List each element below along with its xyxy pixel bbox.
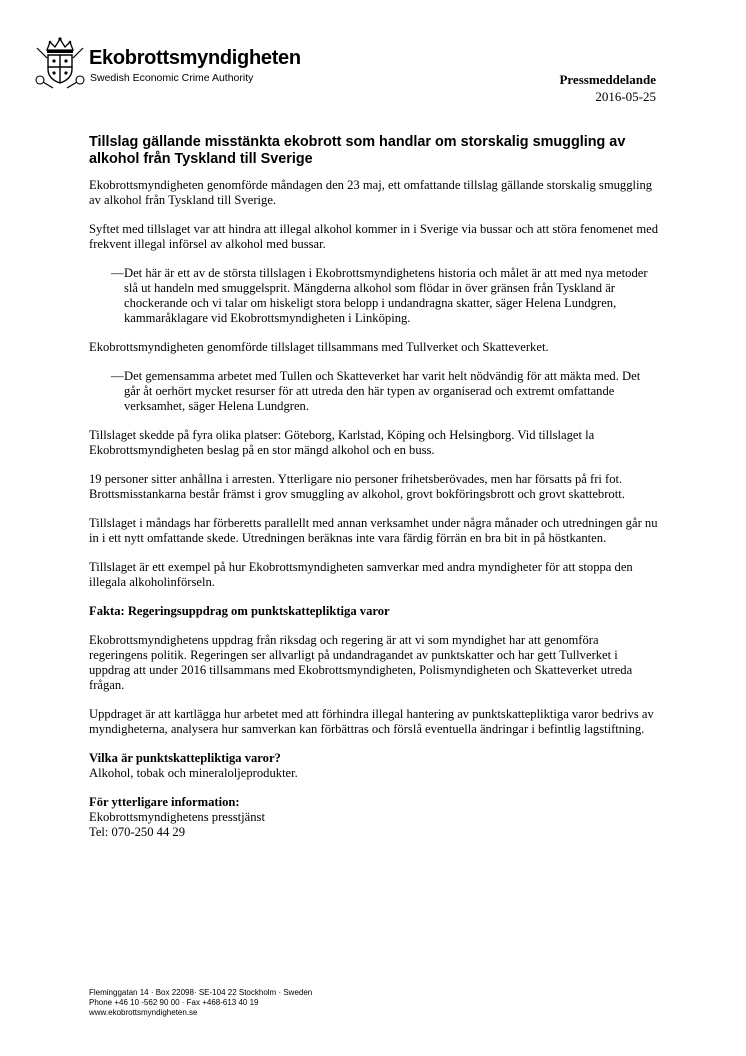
footer-address: Fleminggatan 14 · Box 22098· SE-104 22 Stockholm · Sweden bbox=[89, 988, 313, 997]
footer-website-link[interactable]: www.ekobrottsmyndigheten.se bbox=[89, 1008, 198, 1017]
fact-heading: Fakta: Regeringsuppdrag om punktskattepliktiga varor bbox=[89, 604, 390, 618]
question-heading: Vilka är punktskattepliktiga varor? bbox=[89, 751, 281, 765]
paragraph: Ekobrottsmyndigheten genomförde måndagen den 23 maj, ett omfattande tillslag gällande storskalig smuggling av alkohol från Tyskland till Sverige. bbox=[89, 178, 653, 207]
paragraph: Tillslaget skedde på fyra olika platser: Göteborg, Karlstad, Köping och Helsingborg. Vid tillslaget la Ekobrottsmyndigheten beslag på en stor mängd alkohol och en buss. bbox=[89, 428, 595, 457]
paragraph: Syftet med tillslaget var att hindra att illegal alkohol kommer in i Sverige via bussar och att störa fenomenet med frekvent illegal införsel av alkohol med bussar. bbox=[89, 222, 659, 251]
org-subtitle: Swedish Economic Crime Authority bbox=[90, 72, 254, 84]
paragraph: Ekobrottsmyndighetens uppdrag från riksdag och regering är att vi som myndighet har att genomföra regeringens politik. Regeringen ser allvarligt på undandragandet av punktskatter och har gett Tullverket i uppdrag att under 2016 tillsammans med Ekobrottsmyndigheten, Polismyndigheten och Skatteverket utreda frågan. bbox=[89, 633, 633, 692]
paragraph: Tillslaget är ett exempel på hur Ekobrottsmyndigheten samverkar med andra myndigheter för att stoppa den illegala alkoholinförseln. bbox=[89, 560, 633, 589]
quote bbox=[89, 369, 659, 414]
quote-text: Det gemensamma arbetet med Tullen och Skatteverket har varit helt nödvändig för att mäkta med. Det går åt oerhört mycket resurser för att utreda den här typen av organiserad och extremt omfattande verksamhet, säger Helena Lundgren. bbox=[124, 369, 641, 413]
paragraph: Ekobrottsmyndigheten genomförde tillslaget tillsammans med Tullverket och Skatteverket. bbox=[89, 340, 549, 354]
document-type: Pressmeddelande bbox=[559, 72, 656, 87]
footer bbox=[89, 988, 312, 1018]
contact-phone: Tel: 070-250 44 29 bbox=[89, 825, 186, 839]
contact-name: Ekobrottsmyndighetens presstjänst bbox=[89, 810, 265, 824]
paragraph: 19 personer sitter anhållna i arresten. Ytterligare nio personer frihetsberövades, men har försatts på fri fot. Brottsmisstankarna består främst i grov smuggling av alkohol, grovt bokföringsbrott och grovt skattebrott. bbox=[89, 472, 625, 501]
document-date: 2016-05-25 bbox=[595, 89, 656, 104]
coat-of-arms-icon bbox=[33, 36, 87, 92]
dash: — bbox=[111, 266, 124, 280]
footer-phone: Phone +46 10 -562 90 00 · Fax +468-613 40 19 bbox=[89, 998, 259, 1007]
paragraph: Tillslaget i måndags har förberetts parallellt med annan verksamhet under några månader och utredningen går nu in i ett nytt omfattande skede. Utredningen beräknas inte vara färdig förrän en bra bit in på höstkanten. bbox=[89, 516, 658, 545]
quote-text: Det här är ett av de största tillslagen i Ekobrottsmyndighetens historia och målet är att med nya metoder slå ut handeln med smuggelsprit. Mängderna alkohol som flödar in över gränsen från Tyskland är chockerande och vi talar om hiskeligt stora belopp i undandragna skatter, säger Helena Lundgren, kammaråklagare vid Ekobrottsmyndigheten i Linköping. bbox=[124, 266, 648, 325]
contact-heading: För ytterligare information: bbox=[89, 795, 240, 809]
paragraph: Uppdraget är att kartlägga hur arbetet med att förhindra illegal hantering av punktskattepliktiga varor bedrivs av myndigheterna, analysera hur samverkan kan förbättras och förslå eventuella ändringar i befintlig lagstiftning. bbox=[89, 707, 654, 736]
org-name: Ekobrottsmyndigheten bbox=[89, 47, 301, 69]
question-answer: Alkohol, tobak och mineraloljeprodukter. bbox=[89, 766, 298, 780]
quote bbox=[89, 266, 659, 326]
dash: — bbox=[111, 369, 124, 383]
headline: Tillslag gällande misstänkta ekobrott som handlar om storskalig smuggling av alkohol från Tyskland till Sverige bbox=[89, 134, 626, 167]
article-body bbox=[89, 134, 659, 840]
logo bbox=[33, 36, 303, 92]
